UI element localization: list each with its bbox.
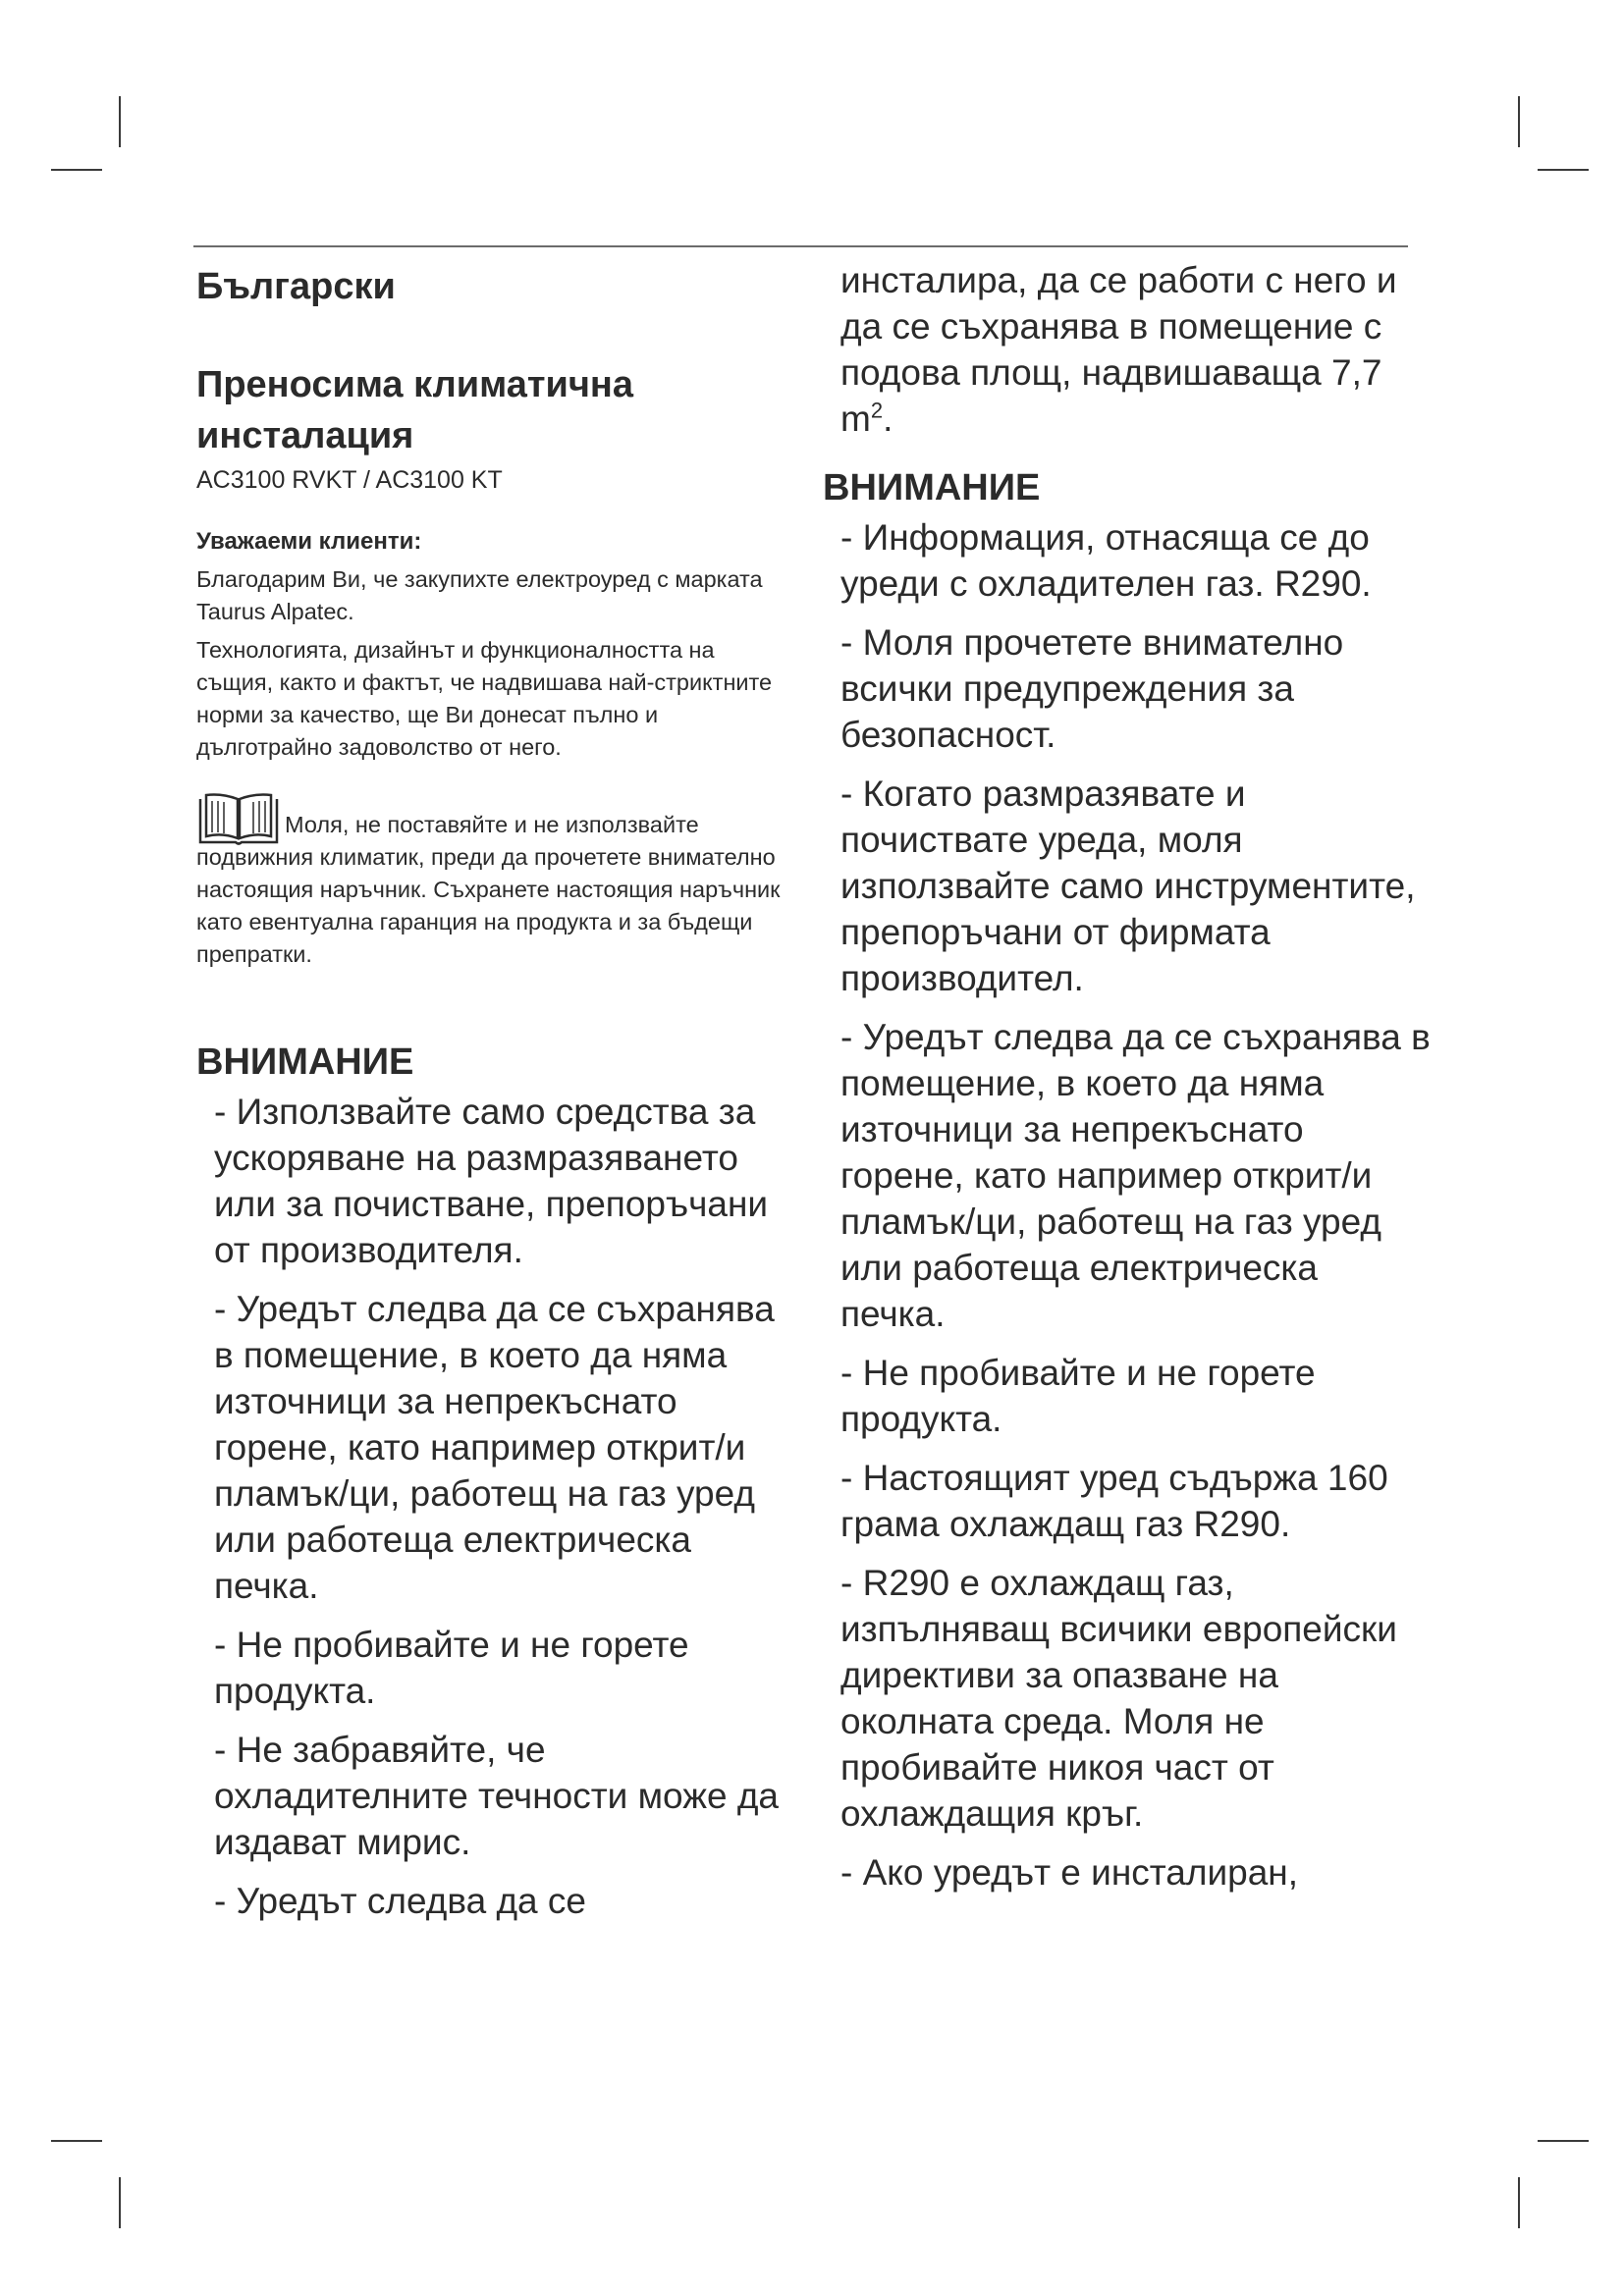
warning-item: - Моля прочетете внимателно всички предупреждения за безопасност.: [840, 622, 1344, 755]
warning-item: - Не забравяйте, че охладителните течности може да издават мирис.: [214, 1730, 779, 1862]
model-numbers: AC3100 RVKT / AC3100 KT: [196, 466, 503, 494]
continuation-text: [840, 257, 1432, 442]
warning-item: - Уредът следва да се съхранява в помещение, в което да няма източници за непрекъснато горене, като например открит/и пламък/ци, работещ на газ уред или работеща електрическа печка.: [214, 1289, 775, 1606]
warning-item: - Ако уредът е инсталиран,: [840, 1852, 1298, 1893]
product-title: [196, 359, 795, 461]
manual-note: [196, 809, 795, 971]
crop-mark: [1538, 2140, 1589, 2142]
warning-item: - Информация, отнасяща се до уреди с охладителен газ. R290.: [840, 517, 1372, 604]
warning-item: - Използвайте само средства за ускоряване на размразяването или за почистване, препоръчани от производителя.: [214, 1092, 769, 1270]
right-column: [823, 257, 1432, 1908]
product-title-line2: инсталация: [196, 415, 414, 456]
superscript: 2: [870, 398, 884, 423]
crop-mark: [51, 169, 102, 171]
warning-item: - R290 е охлаждащ газ, изпълняващ всичики европейски директиви за опазване на околната среда. Моля не пробивайте никоя част от охлаждащия кръг.: [840, 1563, 1397, 1834]
crop-mark: [51, 2140, 102, 2142]
crop-mark: [119, 2177, 121, 2228]
crop-mark: [1518, 96, 1520, 147]
manual-note-text: Моля, не поставяйте и не използвайте подвижния климатик, преди да прочетете внимателно настоящия наръчник. Съхранете настоящия наръчник като евентуална гаранция на продукта и за бъдещи препратки.: [196, 812, 781, 967]
warning-item: - Настоящият уред съдържа 160 грама охлаждащ газ R290.: [840, 1458, 1388, 1544]
left-warning-section: [196, 1036, 795, 1924]
intro-paragraph-2: Технологията, дизайнът и функционалността на същия, както и фактът, че надвишава най-стриктните норми за качество, ще Ви донесат пълно и дълготрайно задоволство от него.: [196, 637, 773, 760]
crop-mark: [1518, 2177, 1520, 2228]
warning-heading: ВНИМАНИЕ: [823, 467, 1041, 508]
warning-item: - Уредът следва да се съхранява в помещение, в което да няма източници за непрекъснато горене, като например открит/и пламък/ци, работещ на газ уред или работеща електрическа печка.: [840, 1017, 1431, 1334]
crop-mark: [1538, 169, 1589, 171]
book-icon: [196, 791, 281, 850]
product-title-line1: Преносима климатична: [196, 364, 633, 405]
greeting: Уважаеми клиенти:: [196, 528, 422, 555]
intro-paragraph-1: Благодарим Ви, че закупихте електроуред с марката Taurus Alpatec.: [196, 566, 763, 624]
left-column: [196, 257, 795, 1937]
continuation-end: .: [883, 399, 893, 439]
crop-mark: [119, 96, 121, 147]
warning-item: - Когато размразявате и почиствате уреда, моля използвайте само инструментите, препоръчани от фирмата производител.: [840, 774, 1416, 998]
warning-heading: ВНИМАНИЕ: [196, 1041, 414, 1083]
warning-item: - Не пробивайте и не горете продукта.: [214, 1625, 689, 1711]
warning-item: - Не пробивайте и не горете продукта.: [840, 1353, 1316, 1439]
header-rule: [193, 245, 1408, 247]
warning-item: - Уредът следва да се: [214, 1881, 586, 1921]
language-heading: Български: [196, 266, 396, 307]
continuation-body: инсталира, да се работи с него и да се съхранява в помещение с подова площ, надвишаваща 7,7 m: [840, 260, 1397, 439]
